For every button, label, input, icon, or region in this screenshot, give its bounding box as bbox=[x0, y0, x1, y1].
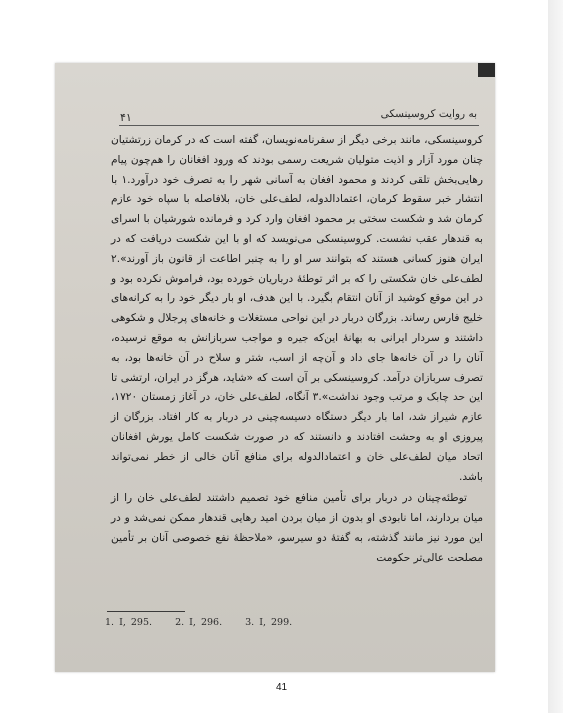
body-text bbox=[111, 131, 483, 569]
footnote-3: 3. I, 299. bbox=[245, 617, 293, 628]
running-head-title: به روایت کروسینسکی bbox=[380, 108, 477, 120]
footnote-rule bbox=[107, 611, 185, 612]
scan-corner-shadow bbox=[478, 63, 495, 77]
running-head bbox=[55, 63, 495, 123]
footnote-1: 1. I, 295. bbox=[105, 617, 153, 628]
header-rule bbox=[119, 125, 479, 126]
paragraph-2: توطئه‌چینان در دربار برای تأمین منافع خود تصمیم داشتند لطف‌علی خان را از میان بردارند، اما نابودی او بدون از میان بردن امید رهایی قندهار ممکن نمی‌شد و در این مورد نیز مانند گذشته، به گفتهٔ دو سیرسو، «ملاحظهٔ نفع خصوصی آنان بر تأمین مصلحت عالی‌تر حکومت bbox=[111, 492, 483, 564]
paragraph-1: کروسینسکی، مانند برخی دیگر از سفرنامه‌نویسان، گفته است که در کرمان زرتشتیان چنان مورد آزار و اذیت متولیان شریعت رسمی بودند که ورود افغانان را هم‌چون پیام رهایی‌بخش تلقی کردند و محمود افغان به آسانی شهر را به تصرف خود درآورد.۱ با انتشار خبر سقوط کرمان، اعتمادالدوله، لطف‌علی خان، بلافاصله با سپاه خود عازم کرمان شد و شکست سختی بر محمود افغان وارد کرد و فرمانده شورشیان با اسرای به قندهار عقب نشست. کروسینسکی می‌نویسد که او با این شکست دریافت که در ایران هنوز کسانی هستند که بتوانند سر او را به چنبر اطاعت از قانون باز آورند».۲ لطف‌علی خان شکستی را که بر اثر توطئهٔ درباریان خورده بود، فراموش نکرده بود و در این موقع کوشید از آنان انتقام بگیرد. با این هدف، او بار دیگر خود را به کرانه‌های خلیج فارس رساند. بزرگان دربار در این نواحی مستغلات و خانه‌های پرجلال و شکوهی داشتند و سردار ایرانی به بهانهٔ این‌که جیره و مواجب سربازانش به موقع نرسیده، آنان را در آن خانه‌ها جای داد و آن‌چه از اسب، شتر و سلاح در آن خانه‌ها بود، به تصرف سربازان درآمد. کروسینسکی بر آن است که «شاید، هرگز در ایران، ارتشی تا این حد چابک و مرتب وجود نداشت».۳ آنگاه، لطف‌علی خان، در آغاز زمستان ۱۷۲۰، عازم شیراز شد، اما بار دیگر دستگاه دسیسه‌چینی در دربار به کار افتاد. بزرگان از پیروزی او به وحشت افتادند و دانستند که در صورت شکست کامل یورش افغانان اتحاد میان لطف‌علی خان و اعتمادالدوله برای منافع آنان خالی از خطر نمی‌تواند باشد. bbox=[111, 134, 483, 483]
adjacent-page-edge bbox=[548, 0, 563, 713]
book-page-number: ۴۱ bbox=[120, 111, 132, 124]
footnotes bbox=[105, 617, 405, 628]
footnote-2: 2. I, 296. bbox=[175, 617, 223, 628]
scanned-page bbox=[55, 63, 495, 672]
pdf-page-number: 41 bbox=[275, 682, 288, 693]
